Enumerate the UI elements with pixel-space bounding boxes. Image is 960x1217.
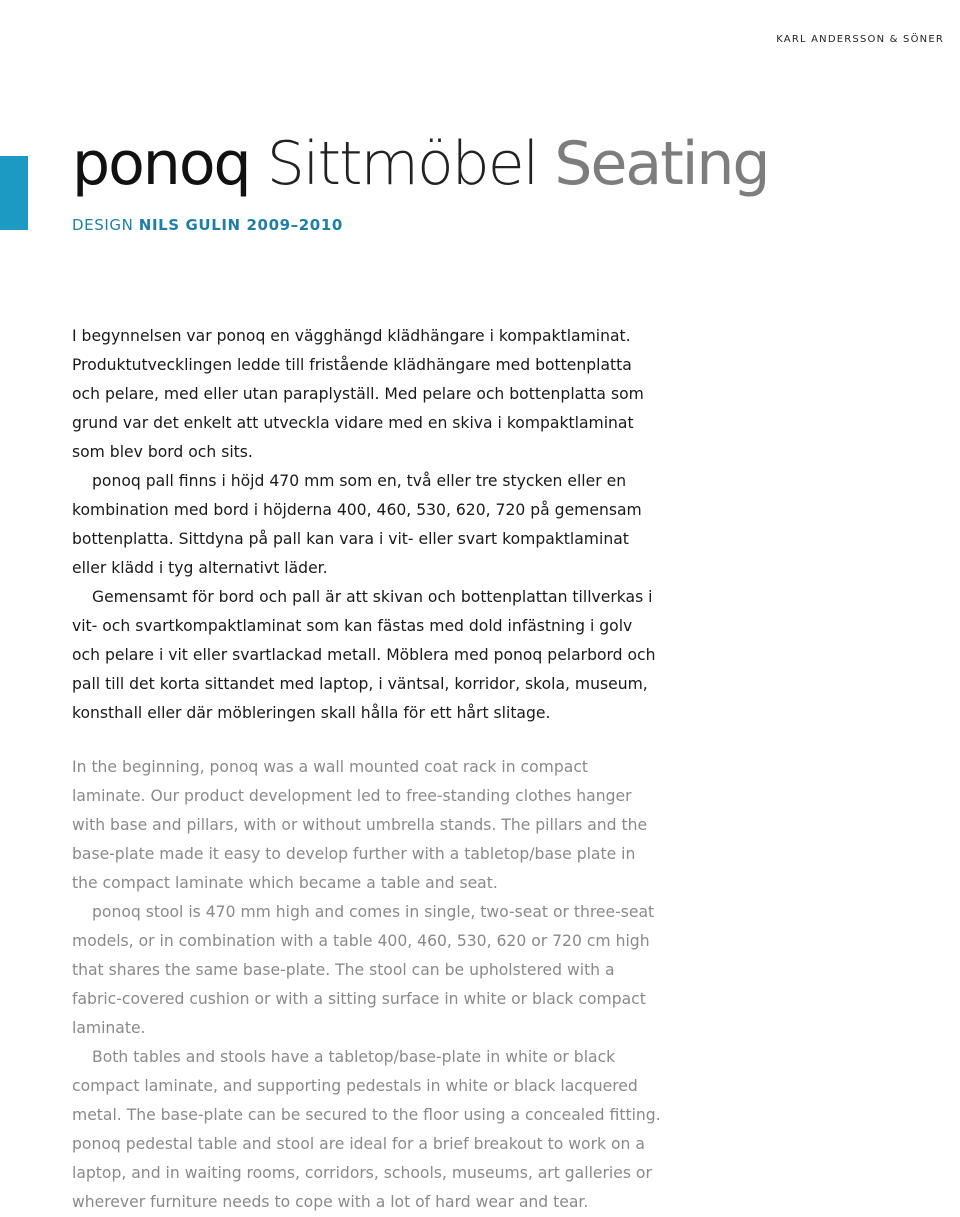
accent-bar: [0, 156, 28, 230]
design-credit: [72, 216, 343, 234]
swedish-description: [72, 322, 662, 728]
title-english: Seating: [554, 129, 769, 199]
english-paragraph: Both tables and stools have a tabletop/base-plate in white or black compact laminate, and supporting pedestals in white or black lacquered metal. The base-plate can be secured to the floor using a concealed fitting. ponoq pedestal table and stool are ideal for a brief breakout to work on a laptop, and in waiting rooms, corridors, schools, museums, art galleries or wherever furniture needs to cope with a lot of hard wear and tear.: [72, 1048, 661, 1211]
english-paragraph: In the beginning, ponoq was a wall mounted coat rack in compact laminate. Our product development led to free-standing clothes hanger with base and pillars, with or without umbrella stands. The pillars and the base-plate made it easy to develop further with a tabletop/base plate in the compact laminate which became a table and seat.: [72, 758, 648, 892]
brand-label: KARL ANDERSSON & SÖNER: [776, 34, 944, 45]
design-credit-prefix: DESIGN: [72, 216, 134, 234]
page-title: [72, 129, 769, 199]
english-paragraph: ponoq stool is 470 mm high and comes in single, two-seat or three-seat models, or in combination with a table 400, 460, 530, 620 or 720 cm high that shares the same base-plate. The stool can be upholstered with a fabric-covered cushion or with a sitting surface in white or black compact laminate.: [72, 903, 655, 1037]
design-credit-designer: NILS GULIN 2009–2010: [138, 216, 343, 234]
swedish-paragraph: I begynnelsen var ponoq en vägghängd klädhängare i kompaktlaminat. Produktutvecklingen ledde till fristående klädhängare med bottenplatta och pelare, med eller utan paraplyställ. Med pelare och bottenplatta som grund var det enkelt att utveckla vidare med en skiva i kompaktlaminat som blev bord och sits.: [72, 327, 644, 461]
title-product: ponoq: [72, 129, 250, 199]
english-description: [72, 753, 662, 1217]
swedish-paragraph: ponoq pall finns i höjd 470 mm som en, två eller tre stycken eller en kombination med bord i höjderna 400, 460, 530, 620, 720 på gemensam bottenplatta. Sittdyna på pall kan vara i vit- eller svart kompaktlaminat eller klädd i tyg alternativt läder.: [72, 472, 642, 577]
title-swedish: Sittmöbel: [266, 129, 538, 199]
swedish-paragraph: Gemensamt för bord och pall är att skivan och bottenplattan tillverkas i vit- och svartkompaktlaminat som kan fästas med dold infästning i golv och pelare i vit eller svartlackad metall. Möblera med ponoq pelarbord och pall till det korta sittandet med laptop, i väntsal, korridor, skola, museum, konsthall eller där möbleringen skall hålla för ett hårt slitage.: [72, 588, 656, 722]
